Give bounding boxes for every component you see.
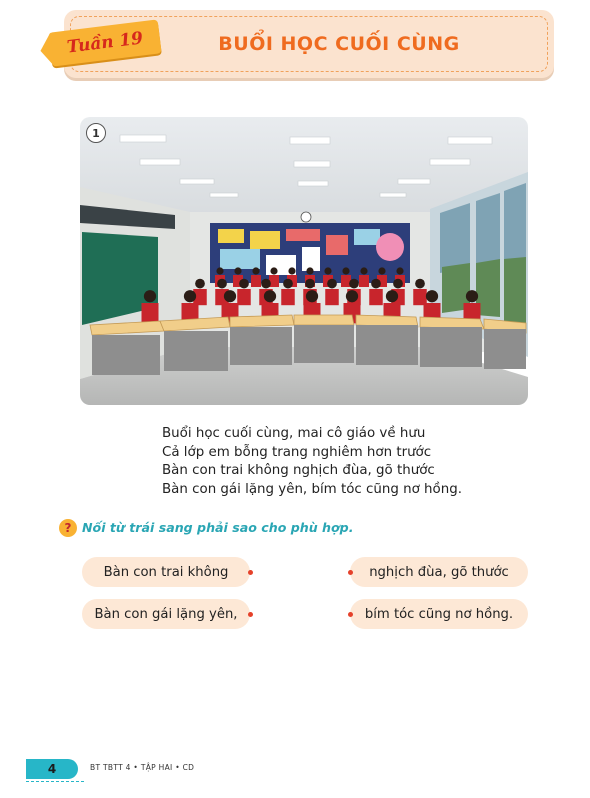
student-head (239, 279, 249, 289)
student-head (349, 279, 359, 289)
student-head (283, 279, 293, 289)
match-left-2[interactable]: Bàn con gái lặng yên, (82, 599, 250, 629)
student-head (288, 267, 295, 274)
student-head (396, 267, 403, 274)
student-head (252, 267, 259, 274)
match-dot-right-2[interactable] (348, 612, 353, 617)
student-head (224, 290, 236, 302)
question-icon: ? (59, 519, 77, 537)
student-head (360, 267, 367, 274)
match-right-1[interactable]: nghịch đùa, gõ thước (350, 557, 528, 587)
book-info: BT TBTT 4 • TẬP HAI • CD (90, 763, 195, 772)
poem (162, 425, 502, 499)
student-figure (325, 289, 339, 305)
student-figure (281, 289, 295, 305)
student-figure (369, 289, 383, 305)
photo-number-badge: 1 (86, 123, 106, 143)
student-head (393, 279, 403, 289)
student-head (327, 279, 337, 289)
student-head (270, 267, 277, 274)
poem-line: Bàn con gái lặng yên, bím tóc cũng nơ hồng. (162, 481, 462, 497)
student-figure (142, 303, 159, 323)
student-head (261, 279, 271, 289)
student-head (264, 290, 276, 302)
student-head (306, 267, 313, 274)
student-head (195, 279, 205, 289)
student-head (415, 279, 425, 289)
student-head (217, 279, 227, 289)
match-dot-left-1[interactable] (248, 570, 253, 575)
student-head (346, 290, 358, 302)
student-head (378, 267, 385, 274)
student-head (371, 279, 381, 289)
classroom-illustration (80, 117, 528, 405)
student-head (466, 290, 478, 302)
student-head (305, 279, 315, 289)
student-head (342, 267, 349, 274)
student-figure (413, 289, 427, 305)
week-label: Tuần 19 (65, 28, 145, 58)
student-head (324, 267, 331, 274)
poem-line: Buổi học cuối cùng, mai cô giáo về hưu (162, 426, 426, 441)
student-head (426, 290, 438, 302)
match-dot-left-2[interactable] (248, 612, 253, 617)
student-figure (359, 275, 369, 287)
match-left-1[interactable]: Bàn con trai không (82, 557, 250, 587)
match-right-2[interactable]: bím tóc cũng nơ hồng. (350, 599, 528, 629)
student-head (184, 290, 196, 302)
page-number: 4 (47, 762, 57, 776)
student-head (216, 267, 223, 274)
poem-line: Bàn con trai không nghịch đùa, gõ thước (162, 463, 435, 479)
student-head (234, 267, 241, 274)
page-title: BUỔI HỌC CUỐI CÙNG (218, 33, 460, 55)
student-head (144, 290, 156, 302)
student-head (306, 290, 318, 302)
question-text: Nối từ trái sang phải sao cho phù hợp. (82, 520, 354, 535)
match-dot-right-1[interactable] (348, 570, 353, 575)
student-figure (237, 289, 251, 305)
classroom-photo (80, 117, 528, 405)
poem-line: Cả lớp em bỗng trang nghiêm hơn trước (162, 444, 432, 460)
student-figure (251, 275, 261, 287)
student-head (386, 290, 398, 302)
